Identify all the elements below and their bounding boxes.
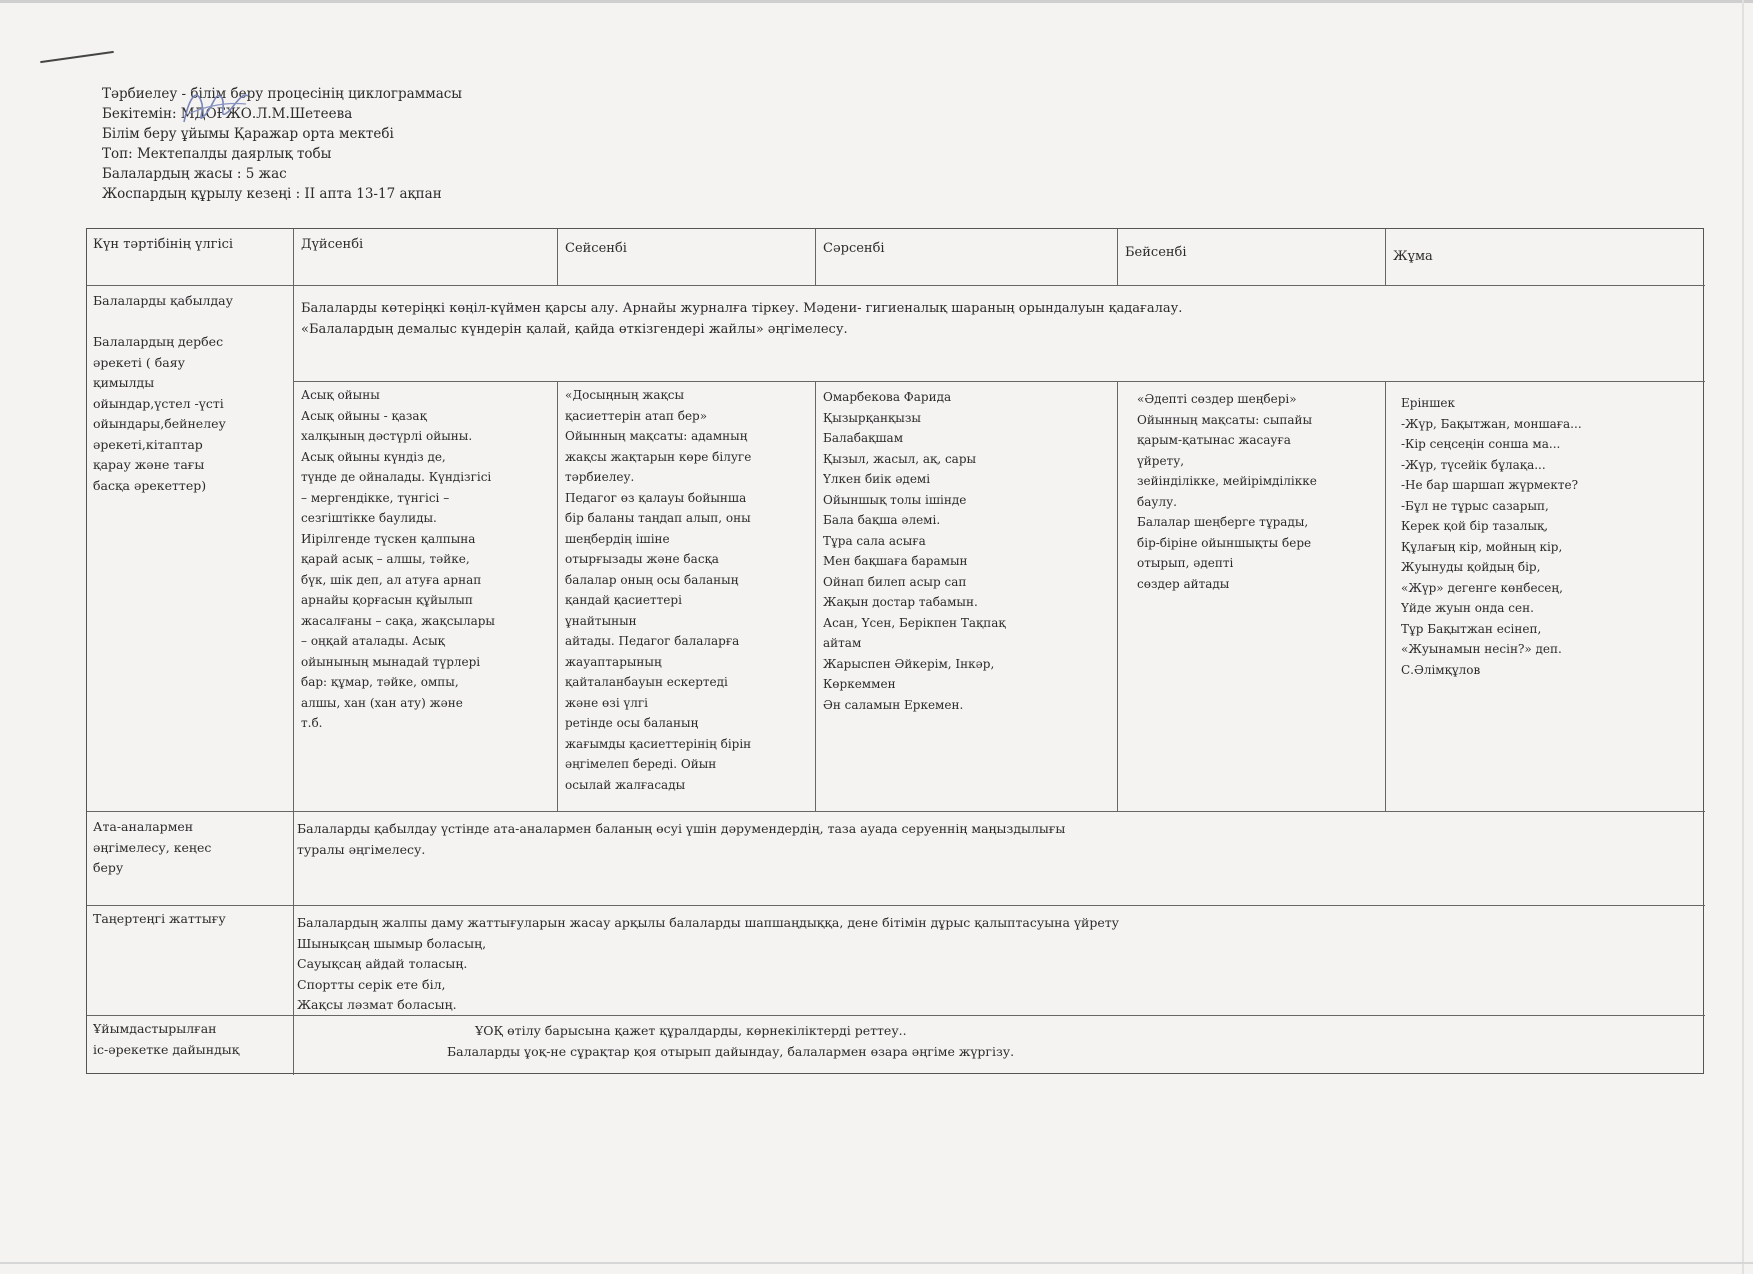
row-divider <box>87 811 1705 812</box>
header-organization: Білім беру ұйымы Қаражар орта мектебі <box>102 126 394 142</box>
column-divider <box>557 229 558 285</box>
bottom-edge <box>0 1262 1753 1264</box>
row-label-reception: Балаларды қабылдау Балалардың дербес әрекеті ( баяу қимылды ойындар,үстел -үсті ойындары,бейнелеу әрекеті,кітаптар қарау және тағы басқа әрекеттер) <box>93 293 233 493</box>
row-divider <box>293 381 1705 382</box>
column-divider <box>815 381 816 811</box>
row-label-preparation: Ұйымдастырылған іс-әрекетке дайындық <box>93 1021 240 1057</box>
column-divider <box>1117 229 1118 285</box>
schedule-table <box>86 228 1704 1074</box>
signature-mark <box>176 84 254 128</box>
column-header-monday: Дүйсенбі <box>301 237 364 252</box>
row-label-morning-exercise: Таңертеңгі жаттығу <box>93 911 226 926</box>
right-edge <box>1742 0 1744 1274</box>
column-divider <box>1117 381 1118 811</box>
morning-exercise-content: Балалардың жалпы даму жаттығуларын жасау арқылы балаларды шапшаңдыққа, дене бітімін дұрыс қалыптасуына үйрету Шынықсаң шымыр боласың, Сауықсаң айдай толасың. Спортты серік ете біл, Жақсы ләзмат боласың. <box>297 915 1120 1012</box>
pen-mark <box>40 51 114 63</box>
header-title: Тәрбиелеу - білім беру процесінің циклограммасы <box>102 86 463 102</box>
header-group: Топ: Мектепалды даярлық тобы <box>102 146 332 162</box>
column-divider <box>815 229 816 285</box>
reception-common-text: Балаларды көтеріңкі көңіл-күймен қарсы алу. Арнайы журналға тіркеу. Мәдени- гигиеналық шараның орындалуын қадағалау. «Балалардың демалыс күндерін қалай, қайда өткізгендері жайлы» әңгімелесу. <box>301 301 1183 337</box>
document-header <box>102 84 462 204</box>
column-header-thursday: Бейсенбі <box>1125 245 1187 260</box>
column-divider <box>1385 381 1386 811</box>
row-divider <box>87 285 1705 286</box>
row-divider <box>87 905 1705 906</box>
top-edge <box>0 0 1753 3</box>
friday-activity: Еріншек -Жүр, Бақытжан, моншаға... -Кір сеңсеңін сонша ма... -Жүр, түсейік бұлақа... -Не бар шаршап жүрмекте? -Бұл не тұрыс сазарып, Керек қой бір тазалық, Құлағың кір, мойның кір, Жуынуды қойдың бір, «Жүр» дегенге көнбесең, Үйде жуын онда сен. Тұр Бақытжан есінеп, «Жуынамын несін?» деп. С.Әлімқұлов <box>1401 396 1582 677</box>
wednesday-activity: Омарбекова Фарида Қызырқанқызы Балабақшам Қызыл, жасыл, ақ, сары Үлкен биік әдемі Ойыншық толы ішінде Бала бақша әлемі. Тұра сала асыға Мен бақшаға барамын Ойнап билеп асыр сап Жақын достар табамын. Асан, Үсен, Берікпен Тақпақ айтам Жарыспен Әйкерім, Інкәр, Көркеммен Ән саламын Еркемен. <box>823 390 1006 712</box>
header-period: Жоспардың құрылу кезеңі : II апта 13-17 ақпан <box>102 186 442 202</box>
row-label-parents: Ата-аналармен әңгімелесу, кеңес беру <box>93 819 212 875</box>
column-divider <box>1385 229 1386 285</box>
column-header-tuesday: Сейсенбі <box>565 241 627 256</box>
column-header-schedule: Күн тәртібінің үлгісі <box>93 237 234 252</box>
parents-content: Балаларды қабылдау үстінде ата-аналармен баланың өсуі үшін дәрумендердің, таза ауада серуеннің маңыздылығы туралы әңгімелесу. <box>297 821 1066 857</box>
monday-activity: Асық ойыны Асық ойыны - қазақ халқының дәстүрлі ойыны. Асық ойыны күндіз де, түнде де ойналады. Күндізгісі – мергендікке, түнгісі – сезгіштікке баулиды. Иірілгенде түскен қалпына қарай асық – алшы, тәйке, бүк, шік деп, ал атуға арнап арнайы қорғасын құйылып жасалғаны – сақа, жақсылары – оңқай аталады. Асық ойынының мынадай түрлері бар: құмар, тәйке, омпы, алшы, хан (хан ату) және т.б. <box>301 388 495 730</box>
column-header-wednesday: Сәрсенбі <box>823 241 885 256</box>
column-divider <box>293 229 294 1075</box>
header-age: Балалардың жасы : 5 жас <box>102 166 287 182</box>
header-approver: Бекітемін: МДОҒЖО.Л.М.Шетеева <box>102 106 353 122</box>
preparation-content: ҰОҚ өтілу барысына қажет құралдарды, көрнекіліктерді реттеу.. Балаларды ұоқ-не сұрақтар қоя отырып дайындау, балалармен өзара әңгіме жүргізу. <box>447 1023 1015 1059</box>
tuesday-activity: «Досыңның жақсы қасиеттерін атап бер» Ойынның мақсаты: адамның жақсы жақтарын көре білуге тәрбиелеу. Педагог өз қалауы бойынша бір баланы таңдап алып, оны шеңбердің ішіне отырғызады және басқа балалар оның осы баланың қандай қасиеттері ұнайтынын айтады. Педагог балаларға жауаптарының қайталанбауын ескертеді және өзі үлгі ретінде осы баланың жағымды қасиеттерінің бірін әңгімелеп береді. Ойын осылай жалғасады <box>565 388 752 792</box>
column-divider <box>557 381 558 811</box>
column-header-friday: Жұма <box>1393 249 1433 264</box>
thursday-activity: «Әдепті сөздер шеңбері» Ойынның мақсаты: сыпайы қарым-қатынас жасауға үйрету, зейінділікке, мейірімділікке баулу. Балалар шеңберге тұрады, бір-біріне ойыншықты бере отырып, әдепті сөздер айтады <box>1137 392 1317 591</box>
